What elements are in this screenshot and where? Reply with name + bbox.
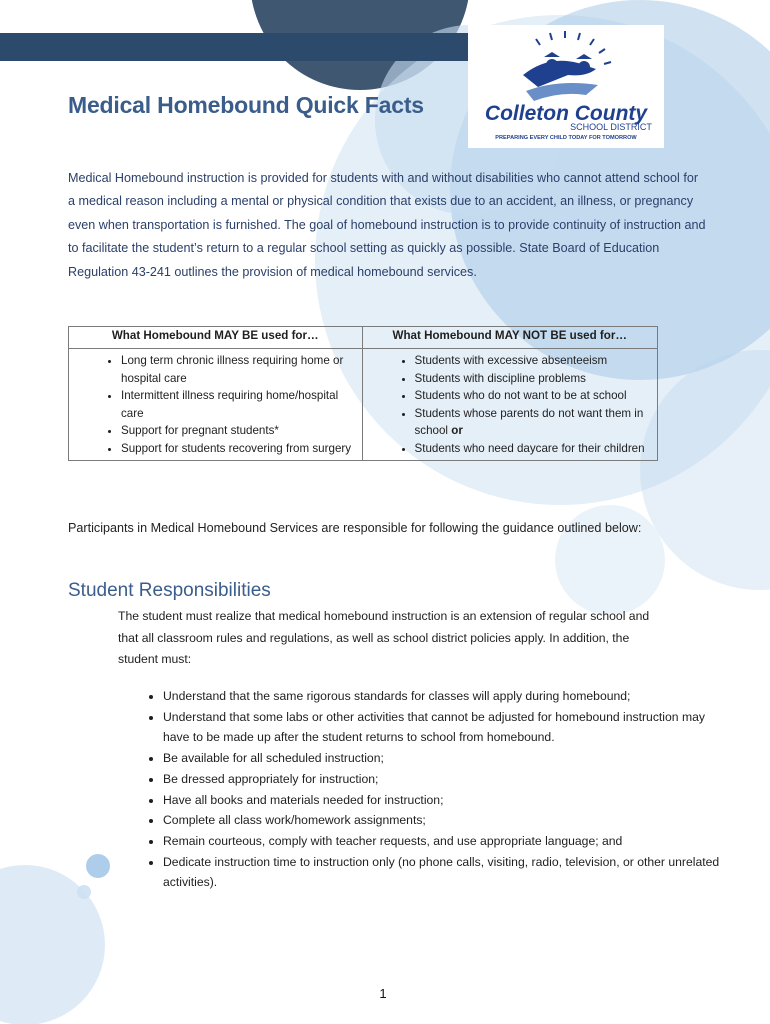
list-item: • Be dressed appropriately for instruction; [163, 769, 723, 790]
list-item: • Support for pregnant students* [121, 422, 356, 440]
svg-text:SCHOOL DISTRICT: SCHOOL DISTRICT [570, 122, 652, 132]
list-item: • Dedicate instruction time to instruction only (no phone calls, visiting, radio, television, or other unrelated activities). [163, 852, 723, 893]
list-item-text: Students whose parents do not want them in school [414, 406, 644, 437]
list-item: • Remain courteous, comply with teacher requests, and use appropriate language; and [163, 831, 723, 852]
may-header: What Homebound MAY BE used for… [69, 327, 363, 349]
list-item: • Long term chronic illness requiring home or hospital care [121, 352, 356, 387]
may-not-list [363, 352, 652, 457]
responsibilities-list [118, 686, 723, 893]
or-conjunction: or [451, 424, 463, 437]
list-item: • Complete all class work/homework assignments; [163, 810, 723, 831]
intro-paragraph: Medical Homebound instruction is provided for students with and without disabilities who cannot attend school for a medical reason including a mental or physical condition that exists due to an accident, an illness, or pregnancy even when transportation is furnished. The goal of homebound instruction is to provide continuity of instruction and to facilitate the student’s return to a regular school setting as quickly as possible. State Board of Education Regulation 43-241 outlines the provision of medical homebound services. [68, 171, 706, 279]
list-item: • Students with discipline problems [415, 370, 652, 388]
svg-text:Colleton County: Colleton County [484, 102, 648, 125]
list-item: • Be available for all scheduled instruction; [163, 748, 723, 769]
may-list [69, 352, 356, 457]
page-number: 1 [379, 986, 387, 1001]
list-item: • Understand that some labs or other activities that cannot be adjusted for homebound instruction may have to be made up after the student returns to school from homebound. [163, 707, 723, 748]
list-item [415, 405, 652, 440]
list-item: • Students who do not want to be at school [415, 387, 652, 405]
list-item: • Support for students recovering from surgery [121, 440, 356, 458]
svg-text:PREPARING EVERY CHILD TODAY FO: PREPARING EVERY CHILD TODAY FOR TOMORROW [495, 135, 637, 141]
list-item: • Students who need daycare for their children [415, 440, 652, 458]
responsibilities-intro: The student must realize that medical homebound instruction is an extension of regular school and that all classroom rules and regulations, as well as school district policies apply. In addition, the student must: [118, 609, 650, 666]
participants-paragraph: Participants in Medical Homebound Services are responsible for following the guidance outlined below: [68, 521, 642, 535]
list-item: • Have all books and materials needed for instruction; [163, 790, 723, 811]
may-not-header: What Homebound MAY NOT BE used for… [362, 327, 658, 349]
homebound-use-table [68, 326, 658, 461]
may-not-cell [362, 349, 658, 461]
list-item: • Intermittent illness requiring home/hospital care [121, 387, 356, 422]
list-item: • Students with excessive absenteeism [415, 352, 652, 370]
page-title: Medical Homebound Quick Facts [68, 92, 424, 118]
list-item: • Understand that the same rigorous standards for classes will apply during homebound; [163, 686, 723, 707]
student-responsibilities-heading: Student Responsibilities [68, 580, 271, 601]
may-cell [69, 349, 363, 461]
